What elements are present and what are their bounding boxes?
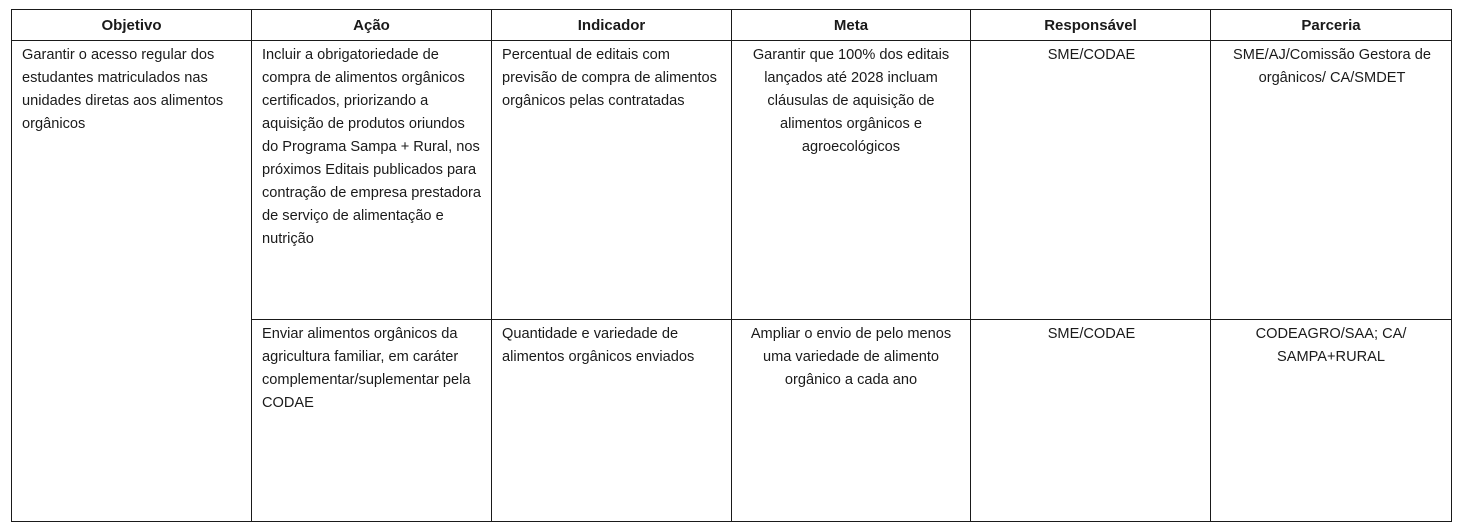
header-objetivo: Objetivo [12, 10, 252, 41]
header-meta: Meta [732, 10, 971, 41]
cell-objetivo: Garantir o acesso regular dos estudantes matriculados nas unidades diretas aos alimentos orgânicos [12, 41, 252, 522]
header-row [12, 10, 1452, 41]
header-acao: Ação [252, 10, 492, 41]
cell-acao: Enviar alimentos orgânicos da agricultura familiar, em caráter complementar/suplementar pela CODAE [252, 320, 492, 522]
cell-acao: Incluir a obrigatoriedade de compra de alimentos orgânicos certificados, priorizando a aquisição de produtos oriundos do Programa Sampa + Rural, nos próximos Editais publicados para contração de empresa prestadora de serviço de alimentação e nutrição [252, 41, 492, 320]
header-parceria: Parceria [1211, 10, 1452, 41]
cell-indicador: Quantidade e variedade de alimentos orgânicos enviados [492, 320, 732, 522]
action-plan-table [11, 9, 1452, 522]
cell-indicador: Percentual de editais com previsão de compra de alimentos orgânicos pelas contratadas [492, 41, 732, 320]
header-indicador: Indicador [492, 10, 732, 41]
cell-meta: Garantir que 100% dos editais lançados até 2028 incluam cláusulas de aquisição de alimentos orgânicos e agroecológicos [732, 41, 971, 320]
cell-parceria: SME/AJ/Comissão Gestora de orgânicos/ CA/SMDET [1211, 41, 1452, 320]
cell-meta: Ampliar o envio de pelo menos uma variedade de alimento orgânico a cada ano [732, 320, 971, 522]
cell-responsavel: SME/CODAE [971, 320, 1211, 522]
header-responsavel: Responsável [971, 10, 1211, 41]
cell-parceria: CODEAGRO/SAA; CA/ SAMPA+RURAL [1211, 320, 1452, 522]
table-row [12, 41, 1452, 320]
cell-responsavel: SME/CODAE [971, 41, 1211, 320]
